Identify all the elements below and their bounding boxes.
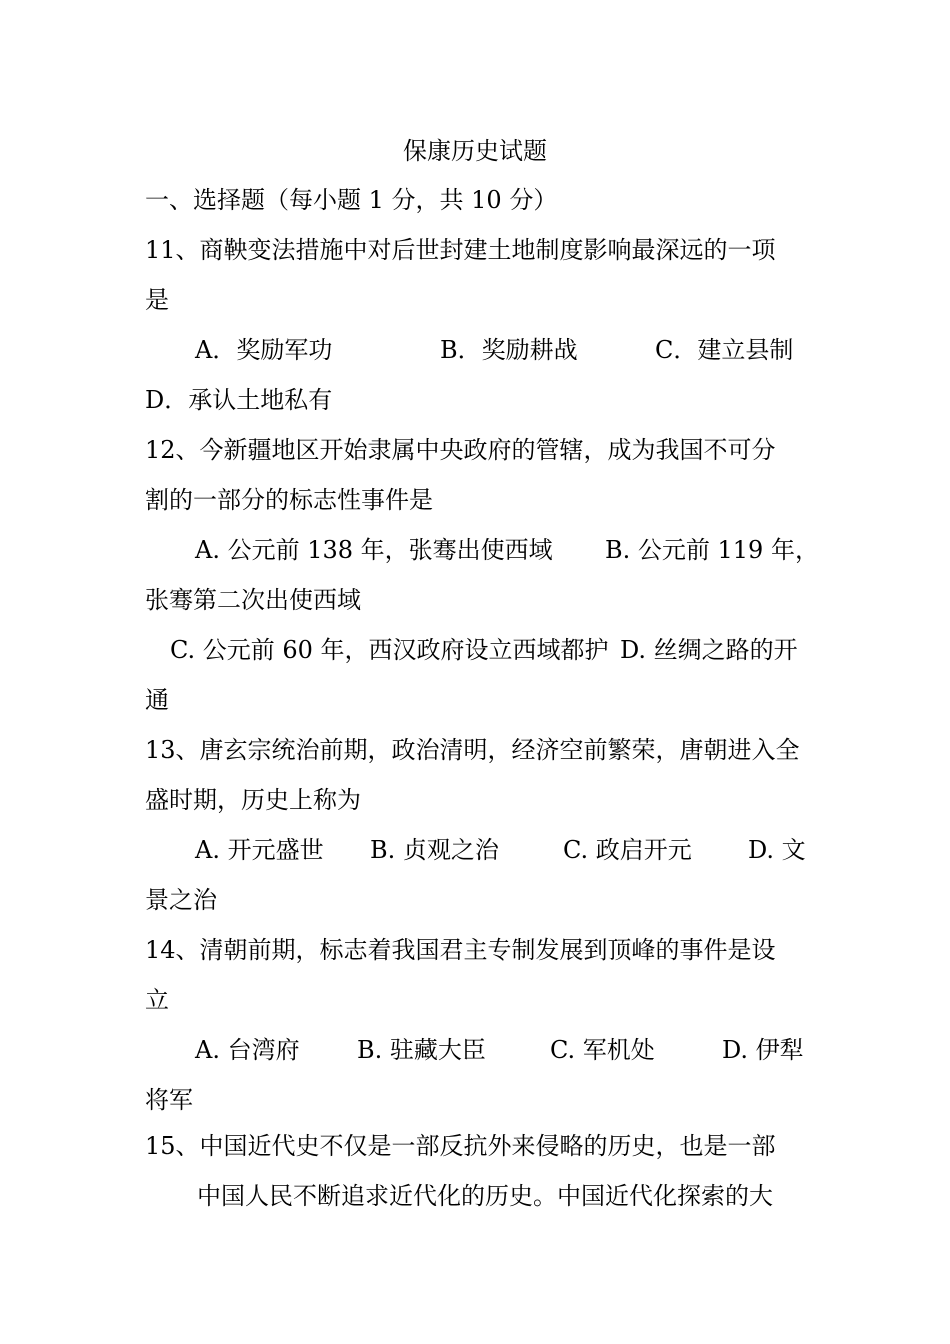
q14-option-c: C. 军机处 — [550, 1036, 655, 1064]
q14-options-row — [145, 1025, 810, 1075]
section-heading: 一、选择题（每小题 1 分，共 10 分） — [145, 186, 558, 214]
q11-option-d: D．承认土地私有 — [145, 386, 333, 414]
q13-option-b: B. 贞观之治 — [370, 836, 499, 864]
q14-option-b: B. 驻藏大臣 — [357, 1036, 486, 1064]
q14-option-a: A. 台湾府 — [195, 1036, 300, 1064]
q14-option-d: D. 伊犁 — [722, 1036, 804, 1064]
q11-option-b: B．奖励耕战 — [440, 336, 578, 364]
q12-options-row-1 — [145, 525, 819, 575]
q12-option-b: B. 公元前 119 年， — [605, 536, 819, 564]
q15-stem-line-1: 15、中国近代史不仅是一部反抗外来侵略的历史，也是一部 — [145, 1132, 776, 1160]
q14-stem-line-2: 立 — [145, 986, 169, 1014]
q12-option-b-continued: 张骞第二次出使西域 — [145, 586, 361, 614]
q12-option-a: A. 公元前 138 年，张骞出使西域 — [195, 536, 553, 564]
q12-option-c: C. 公元前 60 年，西汉政府设立西域都护 — [170, 636, 609, 664]
document-title: 保康历史试题 — [403, 137, 547, 165]
q11-stem-line-2: 是 — [145, 286, 169, 314]
q12-stem-line-1: 12、今新疆地区开始隶属中央政府的管辖，成为我国不可分 — [145, 436, 776, 464]
q12-option-d-continued: 通 — [145, 686, 169, 714]
q14-option-d-continued: 将军 — [145, 1086, 193, 1114]
q11-option-c: C．建立县制 — [655, 336, 794, 364]
q11-option-a: A．奖励军功 — [195, 336, 333, 364]
q15-stem-line-2: 中国人民不断追求近代化的历史。中国近代化探索的大 — [197, 1182, 773, 1210]
q13-option-d: D. 文 — [748, 836, 806, 864]
q11-options-row — [145, 325, 810, 375]
q13-option-c: C. 政启开元 — [563, 836, 692, 864]
q13-option-d-continued: 景之治 — [145, 886, 217, 914]
q12-stem-line-2: 割的一部分的标志性事件是 — [145, 486, 433, 514]
q11-stem-line-1: 11、商鞅变法措施中对后世封建土地制度影响最深远的一项 — [145, 236, 776, 264]
q12-option-d: D. 丝绸之路的开 — [620, 636, 798, 664]
q13-stem-line-1: 13、唐玄宗统治前期，政治清明，经济空前繁荣，唐朝进入全 — [145, 736, 800, 764]
q13-options-row — [145, 825, 810, 875]
q12-options-row-2 — [145, 625, 810, 675]
q13-stem-line-2: 盛时期，历史上称为 — [145, 786, 361, 814]
q14-stem-line-1: 14、清朝前期，标志着我国君主专制发展到顶峰的事件是设 — [145, 936, 776, 964]
q13-option-a: A. 开元盛世 — [195, 836, 324, 864]
